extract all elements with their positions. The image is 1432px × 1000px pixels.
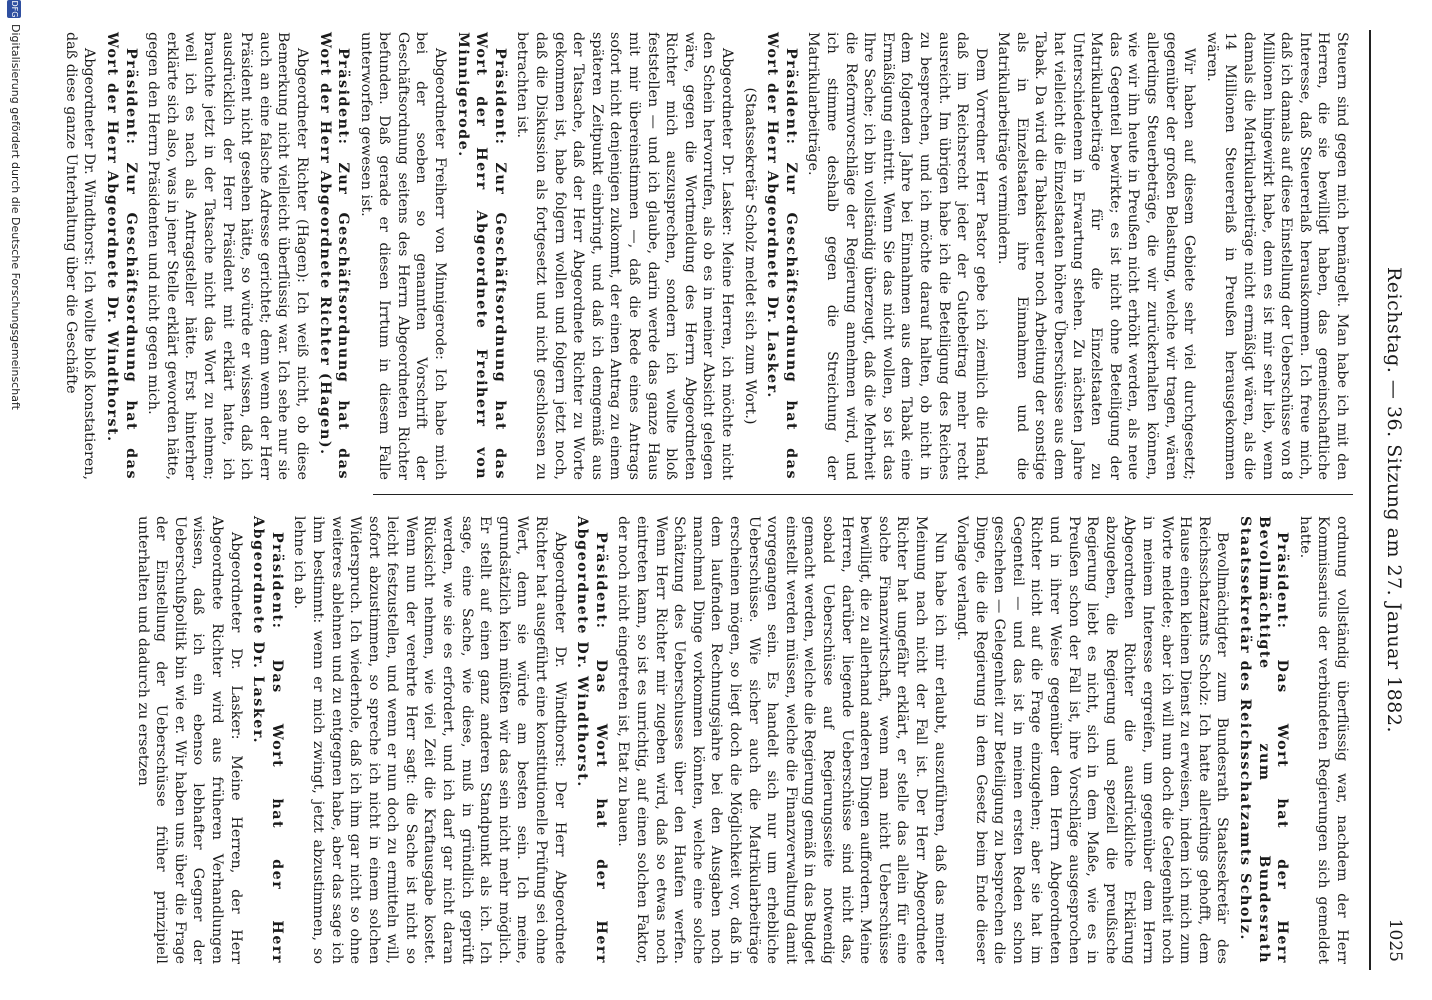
paragraph: Abgeordneter Dr. Windthorst: Der Herr Abgeordnete Richter hat ausgeführt eine konstitutionelle Prüfung sei ohne Wert, denn sie würde am besten sein. Ich meine, grundsätzlich kein müßten wir das sein nicht mehr möglich. Er stellt auf einen ganz anderen Standpunkt als ich. Ich sage, eine Sache, wie diese, muß in gründlich geprüft werden, wie sie es erfordert, und ich darf gar nicht daran Rücksicht nehmen, wie viel Zeit die Kraftausgabe kostet. Wenn nun der verehrte Herr sagt: die Sache ist nicht so leicht festzustellen, und wenn er nun doch zu ermitteln will, sofort abzustimmen, so spreche ich nicht in einem solchen Widerspruch. Ich wiederhole, daß ich ihm gar nicht so ohne weiteres ablehnen und zu entgegnen habe, aber das sage ich ihm bestimmt: wenn er mich zwingt, jetzt abzustimmen, so lehne ich ab. xyxy=(291,516,568,964)
speaker-line: Präsident: Das Wort hat der Herr Bevollmächtigte zum Bundesrath Staatssekretär des Reichsschatzamts Scholz. xyxy=(1237,516,1291,964)
speaker-line: Präsident: Das Wort hat der Herr Abgeordnete Dr. Windthorst. xyxy=(574,516,609,964)
speaker-line: Präsident: Zur Geschäftsordnung hat das Wort der Herr Abgeordnete Dr. Lasker. xyxy=(764,32,799,480)
running-title: Reichstag. — 36. Sitzung am 27. Januar 1882. xyxy=(1383,266,1405,734)
speaker-line: Präsident: Zur Geschäftsordnung hat das Wort der Herr Abgeordnete Dr. Windthorst. xyxy=(104,32,139,480)
dfg-logo-icon: DFG xyxy=(7,0,21,18)
header-rule xyxy=(1369,30,1371,970)
page-number: 1025 xyxy=(1385,918,1405,962)
paragraph: Nun habe ich mir erlaubt, auszuführen, daß das meiner Meinung nach nicht der Fall ist. Der Herr Abgeordnete Richter hat ungefähr erklärt, er stelle das allein für eine solche Finanzwirtschaft, wenn man nicht Ueberschüsse bewilligt, die zu allerhand anderen Dingen auffordern. Meine Herren, darüber liegende Ueberschüsse sind nicht das, sobald Ueberschüsse auf Regierungsseite notwendig gemacht werden, welche die Regierung gemäß in das Budget einstellt werden müssen, welche die Finanzverwaltung damit vorgegangen sein. Es handelt sich nur um erhebliche Ueberschüsse. Wie sicher auch die Matrikularbeiträge erscheinen mögen, so liegt doch die Möglichkeit vor, daß in dem laufenden Rechnungsjahre bei den Ausgaben noch manchmal Dinge vorkommen könnten, welche eine solche Schätzung des Ueberschusses über den Haufen werfen. Wenn Herr Richter mir zugeben wird, daß so etwas noch eintreten kann, so ist es unrichtig, auf einen solchen Faktor, der noch nicht eingetreten ist, Etat zu bauen. xyxy=(615,516,948,964)
speaker-line: Präsident: Zur Geschäftsordnung hat das Wort der Herr Abgeordnete Freiherr von Minnigerode. xyxy=(454,32,508,480)
paragraph: Abgeordneter Freiherr von Minnigerode: Ich habe mich bei der soeben so genannten Vorschrift der Geschäftsordnung seitens des Herrn Abgeordneten Richter befunden. Daß gerade er diesen Irrtum in diesem Falle unterworfen gewesen ist. xyxy=(357,32,449,480)
paragraph: ordnung vollständig überflüssig war, nachdem der Herr Kommissarius der verbündeten Regierungen sich gemeldet hatte. xyxy=(1296,516,1350,964)
speaker-line: Präsident: Das Wort hat der Herr Abgeordnete Dr. Lasker. xyxy=(250,516,285,964)
column-divider xyxy=(373,494,1353,495)
left-column xyxy=(57,32,1351,480)
paragraph: Dem Vorredner Herr Pastor gebe ich ziemlich die Hand, daß im Reichsrecht jeder der Gutebeitrag mehr recht ausreicht. Im übrigen habe ich die Beteiligung des Reiches zu besprechen, und ich möchte darauf halten, ob nicht in dem folgenden Jahre bei Einnahmen aus dem Tabak eine Ermäßigung eintritt. Wenn Sie das nicht wollen, so ist das Ihre Sache; ich bin vollständig überzeugt, daß die Mehrheit die Reformvorschläge der Regierung annehmen wird, und ich stimme deshalb gegen die Streichung der Matrikularbeiträge. xyxy=(805,32,989,480)
digitization-footer xyxy=(3,0,25,1000)
speaker-line: Präsident: Zur Geschäftsordnung hat das Wort der Herr Abgeordnete Richter (Hagen). xyxy=(316,32,352,480)
paragraph: Wir haben auf diesem Gebiete sehr viel durchgesetzt; gegenüber der großen Belastung, welche wir tragen, wären allerdings Steuerbeträge, die wir zurückerhalten können, wie wir ihn heute in Preußen nicht erhöht werden, als neue das Gegenteil bewirkte; es ist nicht ohne Beteiligung der Matrikularbeiträge für die Einzelstaaten zu Unterschiedenem in Erwartung stehen. Zu nächsten Jahre hat vielleicht die Einzelstaaten höhere Überschüsse aus dem Tabak. Da wird die Tabaksteuer noch Arbeitung der sonstige als in Einzelstaaten ihre Einnahmen und die Matrikularbeiträge vermindern. xyxy=(995,32,1198,480)
paragraph: Abgeordneter Dr. Lasker: Meine Herren, der Herr Abgeordnete Richter wird aus früheren Verhandlungen wissen, daß ich ein ebenso lebhafter Gegner der Ueberschußpolitik bin wie er. Wir haben uns über die Frage der Einstellung der Ueberschüsse früher prinzipiell unterhalten und dadurch zu ersetzen xyxy=(134,516,244,964)
paragraph: Abgeordneter Dr. Windthorst: Ich wollte bloß konstatieren, daß diese ganze Unterhaltung über die Geschäfte xyxy=(62,32,98,480)
paragraph: Steuern sind gegen mich bemängelt. Man habe ich mit den Herren, die sie bewilligt haben, das gemeinschaftliche Interesse, daß Steuererlaß herauskommen. Ich freue mich, daß ich damals auf diese Einstellung der Ueberschüsse von 8 Millionen hingewirkt habe, denn es ist mir sehr lieb, wenn damals die Matrikularbeiträge nicht ermäßigt wären, als die 14 Millionen Steuererlaß in Preußen herausgekommen wären. xyxy=(1203,32,1350,480)
paragraph: Abgeordneter Richter (Hagen): Ich weiß nicht, ob diese Bemerkung nicht vielleicht überflüssig war. Ich sehe nur sie auch an eine falsche Adresse gerichtet; denn wenn der Herr Präsident nicht gesehen hätte, so würde er wissen, daß ich ausdrücklich der Herr Präsident mit erklärt hatte, ich brauchte jetzt in der Tatsache nicht das Wort zu nehmen; weil ich es nach als Antragsteller hätte. Erst hinterher erklärte sich also, was in jener Stelle erklärt geworden hätte, gegen den Herrn Präsidenten und nicht gegen mich. xyxy=(145,32,310,480)
right-column xyxy=(129,516,1351,964)
stage-direction: (Staatssekretär Scholz meldet sich zum Wort.) xyxy=(741,87,758,425)
funding-note: Digitalisierung gefördert durch die Deutsche Forschungsgemeinschaft xyxy=(9,24,22,410)
paragraph: Abgeordneter Dr. Lasker: Meine Herren, ich möchte nicht den Schein hervorrufen, als ob es in meiner Absicht gelegen wäre, gegen die Wortmeldung des Herrn Abgeordneten Richter mich auszusprechen, sondern ich wollte bloß feststellen — und ich glaube, darin werde das ganze Haus mit mir übereinstimmen —, daß die Rede eines Antrags sofort nicht denjenigen zukommt, der einen Antrag zu einem späteren Zeitpunkt einbringt, und daß ich demgemäß aus der Tatsache, daß der Herr Abgeordnete Richter zu Worte gekommen ist, habe folgern wollen und folgern jetzt noch, daß die Diskussion als fortgesetzt und nicht geschlossen zu betrachten ist. xyxy=(514,32,735,480)
page-header xyxy=(1361,30,1405,970)
paragraph: Bevollmächtigter zum Bundesrath Staatssekretär des Reichsschatzamts Scholz: Ich hatte allerdings gehofft, dem Hause einen kleinen Dienst zu erweisen, indem ich mich zum Worte meldete; aber ich will nun doch die Gelegenheit noch in meinem Interesse ergreifen, um gegenüber dem Herrn Abgeordneten Richter die ausdrückliche Erklärung abzugeben, die Regierung und speziell die preußische Regierung liebt es nicht, sich in dem Maße, wie es in Preußen schon der Fall ist, ihre Vorschläge ausgesprochen und in ihrer Weise gegenüber dem Herrn Abgeordneten Richter nicht auf die Frage einzugehen; aber sie hat im Gegenteil — und das ist in meinen ersten Reden schon geschehen — Gelegenheit zur Beteiligung zu besprechen die Dinge, die die Regierung in dem Gesetz beim Ende dieser Vorlage verlangt. xyxy=(954,516,1231,964)
